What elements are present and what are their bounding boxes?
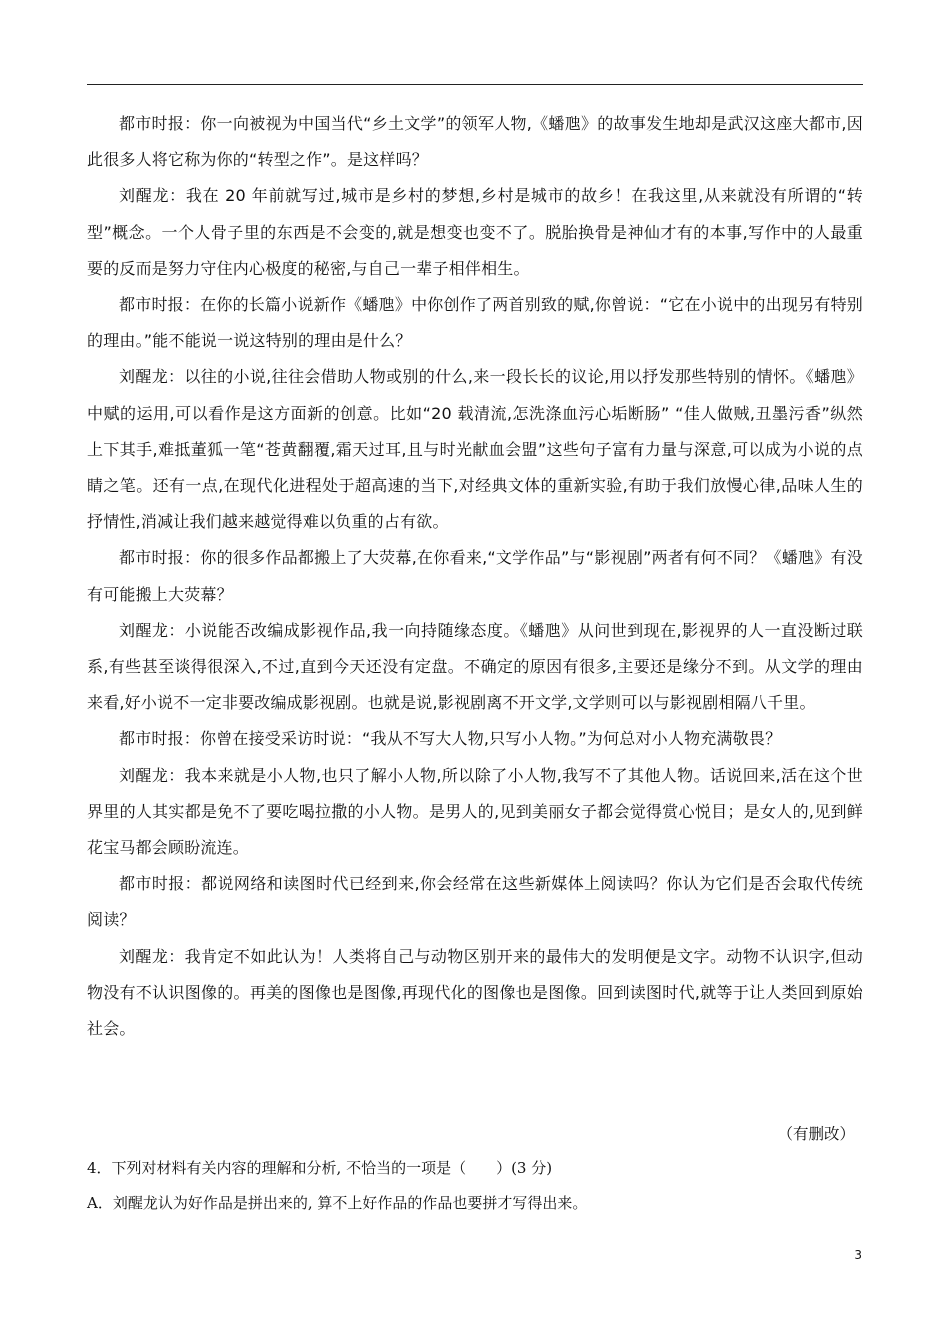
paragraph-answer-2: 刘醒龙：以往的小说,往往会借助人物或别的什么,来一段长长的议论,用以抒发那些特别的情怀。《蟠虺》中赋的运用,可以看作是这方面新的创意。比如“20 载清流,怎洗涤血污心垢断肠” “佳人做贼,丑墨污香”纵然上下其手,难抵董狐一笔“苍黄翻覆,霜天过耳,且与时光献血会盟”这些句子富有力量与深意,可以成为小说的点睛之笔。还有一点,在现代化进程处于超高速的当下,对经典文体的重新实验,有助于我们放慢心律,品味人生的抒情性,消减让我们越来越觉得难以负重的占有欲。 bbox=[87, 367, 863, 532]
paragraph-answer-5: 刘醒龙：我肯定不如此认为！人类将自己与动物区别开来的最伟大的发明便是文字。动物不认识字,但动物没有不认识图像的。再美的图像也是图像,再现代化的图像也是图像。回到读图时代,就等于让人类回到原始社会。 bbox=[87, 946, 863, 1039]
header-rule bbox=[87, 84, 863, 85]
paragraph-answer-3: 刘醒龙：小说能否改编成影视作品,我一向持随缘态度。《蟠虺》从问世到现在,影视界的人一直没断过联系,有些甚至谈得很深入,不过,直到今天还没有定盘。不确定的原因有很多,主要还是缘分不到。从文学的理由来看,好小说不一定非要改编成影视剧。也就是说,影视剧离不开文学,文学则可以与影视剧相隔八千里。 bbox=[87, 620, 863, 713]
source-note: （有删改） bbox=[777, 1125, 855, 1143]
paragraph-question-4: 都市时报：你曾在接受采访时说：“我从不写大人物,只写小人物。”为何总对小人物充满敬畏？ bbox=[119, 729, 782, 749]
page-number: 3 bbox=[854, 1248, 862, 1262]
paragraph-answer-1: 刘醒龙：我在 20 年前就写过,城市是乡村的梦想,乡村是城市的故乡！在我这里,从来就没有所谓的“转型”概念。一个人骨子里的东西是不会变的,就是想变也变不了。脱胎换骨是神仙才有的本事,写作中的人最重要的反而是努力守住内心极度的秘密,与自己一辈子相伴相生。 bbox=[87, 186, 863, 278]
paragraph-question-3: 都市时报：你的很多作品都搬上了大荧幕,在你看来,“文学作品”与“影视剧”两者有何不同？《蟠虺》有没有可能搬上大荧幕？ bbox=[87, 548, 863, 604]
paragraph-question-5: 都市时报：都说网络和读图时代已经到来,你会经常在这些新媒体上阅读吗？你认为它们是否会取代传统阅读？ bbox=[87, 874, 863, 930]
question-4: 4．下列对材料有关内容的理解和分析, 不恰当的一项是（ ）(3 分) bbox=[87, 1159, 553, 1177]
interview-text bbox=[87, 106, 863, 1047]
paragraph-question-1: 都市时报：你一向被视为中国当代“乡土文学”的领军人物,《蟠虺》的故事发生地却是武汉这座大都市,因此很多人将它称为你的“转型之作”。是这样吗？ bbox=[87, 114, 863, 170]
paragraph-question-2: 都市时报：在你的长篇小说新作《蟠虺》中你创作了两首别致的赋,你曾说：“它在小说中的出现另有特别的理由。”能不能说一说这特别的理由是什么？ bbox=[87, 295, 863, 351]
paragraph-answer-4: 刘醒龙：我本来就是小人物,也只了解小人物,所以除了小人物,我写不了其他人物。话说回来,活在这个世界里的人其实都是免不了要吃喝拉撒的小人物。是男人的,见到美丽女子都会觉得赏心悦目；是女人的,见到鲜花宝马都会顾盼流连。 bbox=[87, 765, 863, 858]
option-a: A．刘醒龙认为好作品是拼出来的, 算不上好作品的作品也要拼才写得出来。 bbox=[87, 1194, 588, 1212]
